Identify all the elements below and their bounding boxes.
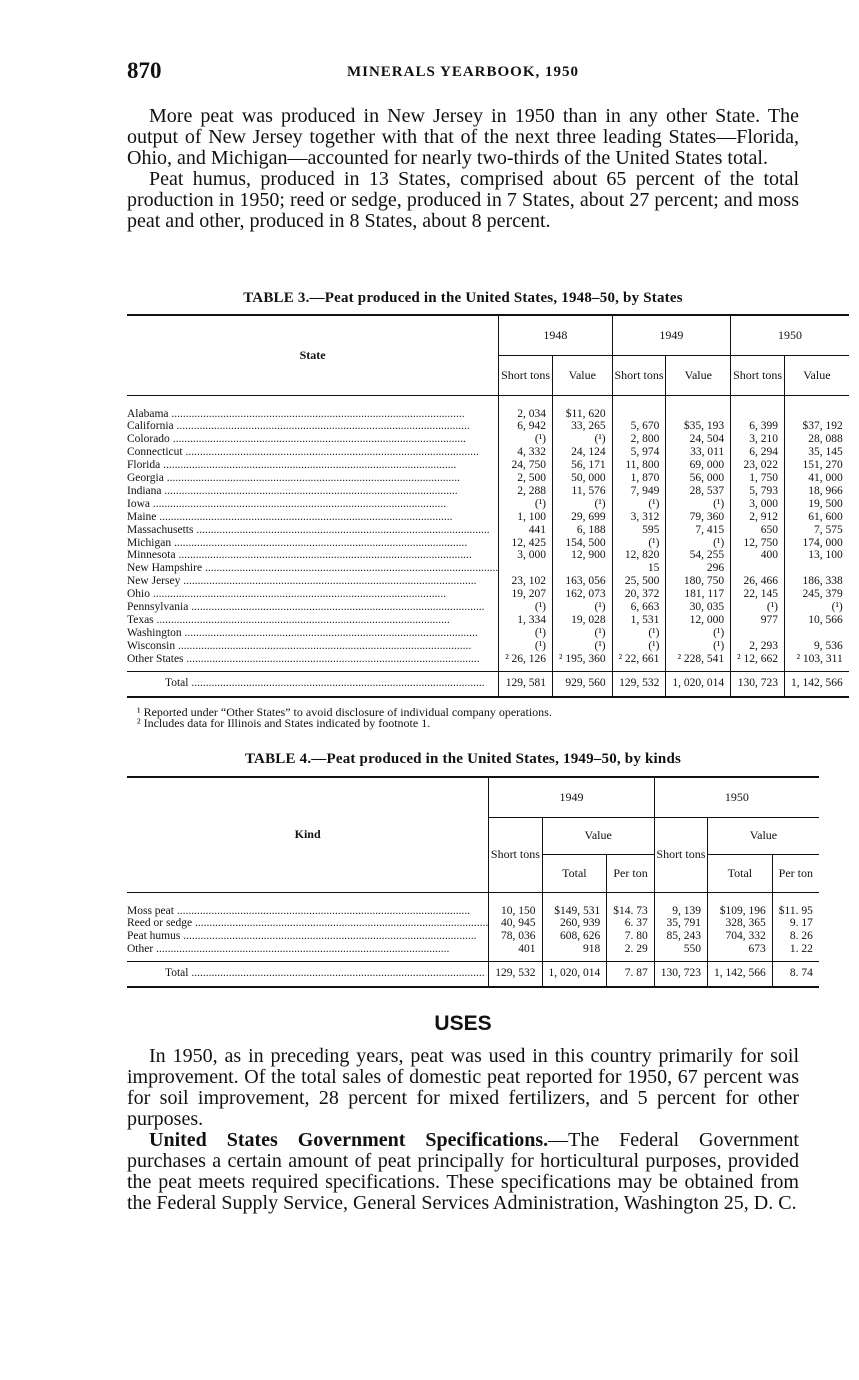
row-label bbox=[127, 420, 499, 433]
table3-header-state: State bbox=[127, 315, 499, 395]
table-cell: 20, 372 bbox=[612, 588, 666, 601]
table-cell: 23, 022 bbox=[731, 459, 785, 472]
table-cell: 6, 942 bbox=[499, 420, 553, 433]
table-cell: (¹) bbox=[666, 498, 731, 511]
row-label-text: Michigan ..... bbox=[127, 537, 498, 550]
table-cell: 40, 945 bbox=[489, 917, 542, 930]
table-cell: 9, 536 bbox=[785, 640, 849, 653]
table4-header-value: Value bbox=[542, 817, 654, 854]
table-row bbox=[127, 472, 849, 485]
table3-header-value: Value bbox=[666, 355, 731, 395]
table-cell: 174, 000 bbox=[785, 537, 849, 550]
intro-paragraph-1: More peat was produced in New Jersey in 1950 than in any other State. The output of New Jersey together with that of the next three leading States—Florida, Ohio, and Michigan—accounted for nearly two-thirds of the United States total. bbox=[127, 105, 799, 169]
row-label-text: New Hampshire ..... bbox=[127, 562, 498, 575]
table-cell: (¹) bbox=[666, 640, 731, 653]
row-label-text: Iowa ..... bbox=[127, 498, 498, 511]
row-label bbox=[127, 575, 499, 588]
table-row bbox=[127, 930, 819, 943]
table-cell: 56, 000 bbox=[666, 472, 731, 485]
row-label-text: Pennsylvania ..... bbox=[127, 601, 498, 614]
running-header bbox=[127, 58, 799, 88]
specifications-lead: United States Government Specifications. bbox=[149, 1129, 549, 1151]
table-cell: 441 bbox=[499, 524, 553, 537]
table-cell: 50, 000 bbox=[553, 472, 613, 485]
table-cell bbox=[731, 395, 785, 420]
total-row bbox=[127, 671, 849, 696]
table-cell: 29, 699 bbox=[553, 511, 613, 524]
table-row bbox=[127, 562, 849, 575]
total-cell: 1, 142, 566 bbox=[708, 962, 773, 987]
row-label bbox=[127, 537, 499, 550]
table-cell: 186, 338 bbox=[785, 575, 849, 588]
specifications-text: —The Federal Government purchases a certain amount of peat principally for horticultural purposes, provided the peat meets required specifications. These specifications may be obtained from the Federal Supply Service, General Services Administration, Washington 25, D. C. bbox=[127, 1129, 799, 1214]
table4-header-short-tons: Short tons bbox=[489, 817, 542, 892]
uses-paragraph-2 bbox=[127, 1130, 799, 1214]
table-cell: 3, 000 bbox=[731, 498, 785, 511]
table-cell: (¹) bbox=[612, 498, 666, 511]
table-row bbox=[127, 549, 849, 562]
table-cell: $11. 95 bbox=[772, 892, 819, 917]
table-cell: 30, 035 bbox=[666, 601, 731, 614]
table-cell bbox=[731, 627, 785, 640]
total-cell: 130, 723 bbox=[731, 671, 785, 696]
table-cell: 151, 270 bbox=[785, 459, 849, 472]
table-cell: (¹) bbox=[612, 627, 666, 640]
table-cell: (¹) bbox=[499, 498, 553, 511]
footnote-2: ² Includes data for Illinois and States indicated by footnote 1. bbox=[137, 716, 431, 730]
table-cell: (¹) bbox=[553, 640, 613, 653]
table-cell: (¹) bbox=[785, 601, 849, 614]
table-cell: 33, 265 bbox=[553, 420, 613, 433]
table4-header-year: 1950 bbox=[654, 777, 819, 817]
table-cell: 7, 575 bbox=[785, 524, 849, 537]
total-label-text: Total ..... bbox=[165, 677, 498, 690]
table-cell: (¹) bbox=[499, 601, 553, 614]
row-label-text: Wisconsin ..... bbox=[127, 640, 498, 653]
table-cell: 13, 100 bbox=[785, 549, 849, 562]
table-cell: ² 12, 662 bbox=[731, 653, 785, 671]
row-label bbox=[127, 640, 499, 653]
table-cell: 23, 102 bbox=[499, 575, 553, 588]
row-label bbox=[127, 485, 499, 498]
row-label bbox=[127, 498, 499, 511]
table4-header-per-ton: Per ton bbox=[607, 854, 655, 892]
table-cell: 673 bbox=[708, 943, 773, 961]
table-row bbox=[127, 446, 849, 459]
table-cell: ² 195, 360 bbox=[553, 653, 613, 671]
table3-header-year: 1950 bbox=[731, 315, 849, 355]
table-cell: 401 bbox=[489, 943, 542, 961]
table4-header-per-ton: Per ton bbox=[772, 854, 819, 892]
table-cell: 400 bbox=[731, 549, 785, 562]
row-label-text: Ohio ..... bbox=[127, 588, 498, 601]
footnote-1: ¹ Reported under “Other States” to avoid disclosure of individual company operations. bbox=[137, 705, 552, 719]
table-cell: 154, 500 bbox=[553, 537, 613, 550]
table-cell: 328, 365 bbox=[708, 917, 773, 930]
table-cell: 3, 210 bbox=[731, 433, 785, 446]
row-label bbox=[127, 627, 499, 640]
row-label-text: Alabama ..... bbox=[127, 408, 498, 421]
table-cell: 6, 399 bbox=[731, 420, 785, 433]
table4-header-short-tons: Short tons bbox=[654, 817, 707, 892]
table-cell: 2, 293 bbox=[731, 640, 785, 653]
table3-header-value: Value bbox=[553, 355, 613, 395]
uses-heading: USES bbox=[434, 1012, 492, 1035]
row-label-text: Other States ..... bbox=[127, 653, 498, 666]
table4-header-kind: Kind bbox=[127, 777, 489, 892]
table-cell: 163, 056 bbox=[553, 575, 613, 588]
table-cell: 28, 088 bbox=[785, 433, 849, 446]
table3-header-year: 1948 bbox=[499, 315, 612, 355]
table-cell bbox=[731, 562, 785, 575]
table-row bbox=[127, 485, 849, 498]
table-row bbox=[127, 892, 819, 917]
table4-body bbox=[127, 892, 819, 987]
table-cell: 79, 360 bbox=[666, 511, 731, 524]
table-cell: 28, 537 bbox=[666, 485, 731, 498]
table-cell: 18, 966 bbox=[785, 485, 849, 498]
table3-header-short-tons: Short tons bbox=[612, 355, 666, 395]
table-cell: $35, 193 bbox=[666, 420, 731, 433]
table-cell: 78, 036 bbox=[489, 930, 542, 943]
row-label-text: Reed or sedge ..... bbox=[127, 917, 488, 930]
table-cell: (¹) bbox=[553, 601, 613, 614]
table-cell: 260, 939 bbox=[542, 917, 607, 930]
total-cell: 129, 532 bbox=[489, 962, 542, 987]
row-label bbox=[127, 511, 499, 524]
table-cell: 1. 22 bbox=[772, 943, 819, 961]
table-cell: ² 26, 126 bbox=[499, 653, 553, 671]
table-cell: 56, 171 bbox=[553, 459, 613, 472]
table-cell: 704, 332 bbox=[708, 930, 773, 943]
table-row bbox=[127, 524, 849, 537]
table-cell: ² 22, 661 bbox=[612, 653, 666, 671]
total-cell: 129, 581 bbox=[499, 671, 553, 696]
total-cell: 929, 560 bbox=[553, 671, 613, 696]
row-label-text: Peat humus ..... bbox=[127, 930, 488, 943]
table-cell: 245, 379 bbox=[785, 588, 849, 601]
table-cell: 8. 26 bbox=[772, 930, 819, 943]
table-cell: 19, 207 bbox=[499, 588, 553, 601]
table-cell: 35, 145 bbox=[785, 446, 849, 459]
total-row bbox=[127, 962, 819, 987]
row-label-text: Maine ..... bbox=[127, 511, 498, 524]
table-cell: 550 bbox=[654, 943, 707, 961]
table-cell: 2, 034 bbox=[499, 395, 553, 420]
table-cell: 1, 334 bbox=[499, 614, 553, 627]
table3-header-short-tons: Short tons bbox=[499, 355, 553, 395]
table-cell: 22, 145 bbox=[731, 588, 785, 601]
table-cell: 19, 028 bbox=[553, 614, 613, 627]
row-label bbox=[127, 601, 499, 614]
intro-text bbox=[127, 106, 799, 232]
table-cell: 9. 17 bbox=[772, 917, 819, 930]
table-cell bbox=[666, 395, 731, 420]
row-label bbox=[127, 459, 499, 472]
row-label-text: Minnesota ..... bbox=[127, 549, 498, 562]
table3-body bbox=[127, 395, 849, 697]
row-label bbox=[127, 917, 489, 930]
table4-title: TABLE 4.—Peat produced in the United States, 1949–50, by kinds bbox=[244, 751, 682, 767]
table-cell bbox=[553, 562, 613, 575]
table3-header-value: Value bbox=[785, 355, 849, 395]
table-cell: 12, 000 bbox=[666, 614, 731, 627]
table4 bbox=[127, 776, 819, 988]
row-label-text: Florida ..... bbox=[127, 459, 498, 472]
table-cell: $37, 192 bbox=[785, 420, 849, 433]
table-row bbox=[127, 395, 849, 420]
table-cell: (¹) bbox=[499, 433, 553, 446]
table-cell: 6, 294 bbox=[731, 446, 785, 459]
total-cell: 129, 532 bbox=[612, 671, 666, 696]
table-cell: 54, 255 bbox=[666, 549, 731, 562]
table-row bbox=[127, 653, 849, 671]
total-cell: 130, 723 bbox=[654, 962, 707, 987]
table-cell bbox=[785, 562, 849, 575]
table-cell: 15 bbox=[612, 562, 666, 575]
row-label bbox=[127, 653, 499, 671]
table-cell: 162, 073 bbox=[553, 588, 613, 601]
table-cell: $149, 531 bbox=[542, 892, 607, 917]
row-label-text: New Jersey ..... bbox=[127, 575, 498, 588]
table-cell: 61, 600 bbox=[785, 511, 849, 524]
table3-title: TABLE 3.—Peat produced in the United States, 1948–50, by States bbox=[243, 290, 683, 306]
table-cell: (¹) bbox=[499, 640, 553, 653]
table-cell: 1, 531 bbox=[612, 614, 666, 627]
total-label bbox=[127, 671, 499, 696]
table-cell: 3, 000 bbox=[499, 549, 553, 562]
table-cell: 9, 139 bbox=[654, 892, 707, 917]
intro-paragraph-2: Peat humus, produced in 13 States, comprised about 65 percent of the total production in 1950; reed or sedge, produced in 7 States, about 27 percent; and moss peat and other, produced in 8 States, about 8 percent. bbox=[127, 168, 799, 232]
row-label bbox=[127, 472, 499, 485]
table-cell: 2, 500 bbox=[499, 472, 553, 485]
table-row bbox=[127, 511, 849, 524]
table-cell: 12, 750 bbox=[731, 537, 785, 550]
row-label-text: Georgia ..... bbox=[127, 472, 498, 485]
row-label-text: Moss peat ..... bbox=[127, 905, 488, 918]
table-cell: 977 bbox=[731, 614, 785, 627]
table-cell: (¹) bbox=[666, 627, 731, 640]
table-cell: 33, 011 bbox=[666, 446, 731, 459]
row-label-text: Massachusetts ..... bbox=[127, 524, 498, 537]
total-cell: 8. 74 bbox=[772, 962, 819, 987]
row-label bbox=[127, 588, 499, 601]
table-cell: 296 bbox=[666, 562, 731, 575]
table-cell: (¹) bbox=[553, 433, 613, 446]
table-cell: (¹) bbox=[553, 627, 613, 640]
table-cell: 7, 949 bbox=[612, 485, 666, 498]
table-cell: 2, 288 bbox=[499, 485, 553, 498]
table-cell: (¹) bbox=[731, 601, 785, 614]
table-cell: 12, 425 bbox=[499, 537, 553, 550]
row-label-text: Connecticut ..... bbox=[127, 446, 498, 459]
table3-footnotes bbox=[127, 707, 799, 729]
total-cell: 1, 020, 014 bbox=[666, 671, 731, 696]
uses-text bbox=[127, 1046, 799, 1214]
table-row bbox=[127, 575, 849, 588]
table-row bbox=[127, 627, 849, 640]
table-cell: 595 bbox=[612, 524, 666, 537]
table-cell: 1, 870 bbox=[612, 472, 666, 485]
table3 bbox=[127, 314, 849, 698]
table-row bbox=[127, 420, 849, 433]
table-cell: 69, 000 bbox=[666, 459, 731, 472]
row-label bbox=[127, 524, 499, 537]
table-cell: 11, 800 bbox=[612, 459, 666, 472]
row-label bbox=[127, 614, 499, 627]
total-label-text: Total ..... bbox=[165, 967, 488, 980]
table-cell: 181, 117 bbox=[666, 588, 731, 601]
table-row bbox=[127, 459, 849, 472]
table3-header-year: 1949 bbox=[612, 315, 731, 355]
row-label-text: Washington ..... bbox=[127, 627, 498, 640]
total-label bbox=[127, 962, 489, 987]
table-cell: 10, 150 bbox=[489, 892, 542, 917]
row-label bbox=[127, 943, 489, 961]
table-cell: 3, 312 bbox=[612, 511, 666, 524]
table-cell: 2, 800 bbox=[612, 433, 666, 446]
book-title: MINERALS YEARBOOK, 1950 bbox=[346, 64, 580, 80]
table-cell: 41, 000 bbox=[785, 472, 849, 485]
table-cell: ² 228, 541 bbox=[666, 653, 731, 671]
table-cell: 2, 912 bbox=[731, 511, 785, 524]
table-row bbox=[127, 614, 849, 627]
table-cell: $11, 620 bbox=[553, 395, 613, 420]
total-cell: 1, 142, 566 bbox=[785, 671, 849, 696]
table-cell: 1, 100 bbox=[499, 511, 553, 524]
table-row bbox=[127, 601, 849, 614]
table-cell: $14. 73 bbox=[607, 892, 655, 917]
table-cell: 26, 466 bbox=[731, 575, 785, 588]
row-label bbox=[127, 549, 499, 562]
table-cell bbox=[785, 395, 849, 420]
table-cell: $109, 196 bbox=[708, 892, 773, 917]
uses-paragraph-1: In 1950, as in preceding years, peat was used in this country primarily for soil improvement. Of the total sales of domestic peat reported for 1950, 67 percent was for soil improvement, 28 percent for mixed fertilizers, and 5 percent for other purposes. bbox=[127, 1045, 799, 1130]
table-row bbox=[127, 588, 849, 601]
table-cell: 5, 974 bbox=[612, 446, 666, 459]
row-label-text: Texas ..... bbox=[127, 614, 498, 627]
page-number: 870 bbox=[127, 58, 162, 83]
table4-header-year: 1949 bbox=[489, 777, 655, 817]
table-row bbox=[127, 537, 849, 550]
table-cell: 7, 415 bbox=[666, 524, 731, 537]
table-cell: 608, 626 bbox=[542, 930, 607, 943]
table-cell: 6. 37 bbox=[607, 917, 655, 930]
table-cell bbox=[612, 395, 666, 420]
table-cell: 19, 500 bbox=[785, 498, 849, 511]
table-cell: (¹) bbox=[612, 537, 666, 550]
table-cell: 24, 124 bbox=[553, 446, 613, 459]
total-cell: 1, 020, 014 bbox=[542, 962, 607, 987]
table-cell bbox=[499, 562, 553, 575]
table-cell: 24, 750 bbox=[499, 459, 553, 472]
table-cell: (¹) bbox=[553, 498, 613, 511]
table-cell: 85, 243 bbox=[654, 930, 707, 943]
table-cell: (¹) bbox=[666, 537, 731, 550]
table-cell: 5, 793 bbox=[731, 485, 785, 498]
table-cell: 5, 670 bbox=[612, 420, 666, 433]
table-cell: 11, 576 bbox=[553, 485, 613, 498]
table-row bbox=[127, 943, 819, 961]
table-cell: 12, 900 bbox=[553, 549, 613, 562]
table-row bbox=[127, 917, 819, 930]
row-label-text: Other ..... bbox=[127, 943, 488, 956]
table-cell: 4, 332 bbox=[499, 446, 553, 459]
table-cell: 24, 504 bbox=[666, 433, 731, 446]
table-cell: 7. 80 bbox=[607, 930, 655, 943]
row-label bbox=[127, 395, 499, 420]
row-label-text: California ..... bbox=[127, 420, 498, 433]
table-cell: 1, 750 bbox=[731, 472, 785, 485]
table-cell: 10, 566 bbox=[785, 614, 849, 627]
table-row bbox=[127, 433, 849, 446]
row-label-text: Colorado ..... bbox=[127, 433, 498, 446]
table-cell: 25, 500 bbox=[612, 575, 666, 588]
table-cell: 180, 750 bbox=[666, 575, 731, 588]
total-cell: 7. 87 bbox=[607, 962, 655, 987]
table-cell: 650 bbox=[731, 524, 785, 537]
table4-header-total: Total bbox=[542, 854, 607, 892]
row-label bbox=[127, 446, 499, 459]
row-label bbox=[127, 892, 489, 917]
row-label bbox=[127, 930, 489, 943]
row-label bbox=[127, 562, 499, 575]
table-cell: ² 103, 311 bbox=[785, 653, 849, 671]
table-cell: 2. 29 bbox=[607, 943, 655, 961]
table-cell: 918 bbox=[542, 943, 607, 961]
table4-header-value: Value bbox=[708, 817, 819, 854]
table-cell: (¹) bbox=[612, 640, 666, 653]
table-row bbox=[127, 498, 849, 511]
table4-header-total: Total bbox=[708, 854, 773, 892]
table-cell: 6, 188 bbox=[553, 524, 613, 537]
table-cell: 35, 791 bbox=[654, 917, 707, 930]
table-row bbox=[127, 640, 849, 653]
table3-header-short-tons: Short tons bbox=[731, 355, 785, 395]
row-label bbox=[127, 433, 499, 446]
table-cell: 6, 663 bbox=[612, 601, 666, 614]
table-cell: (¹) bbox=[499, 627, 553, 640]
table-cell bbox=[785, 627, 849, 640]
table-cell: 12, 820 bbox=[612, 549, 666, 562]
row-label-text: Indiana ..... bbox=[127, 485, 498, 498]
